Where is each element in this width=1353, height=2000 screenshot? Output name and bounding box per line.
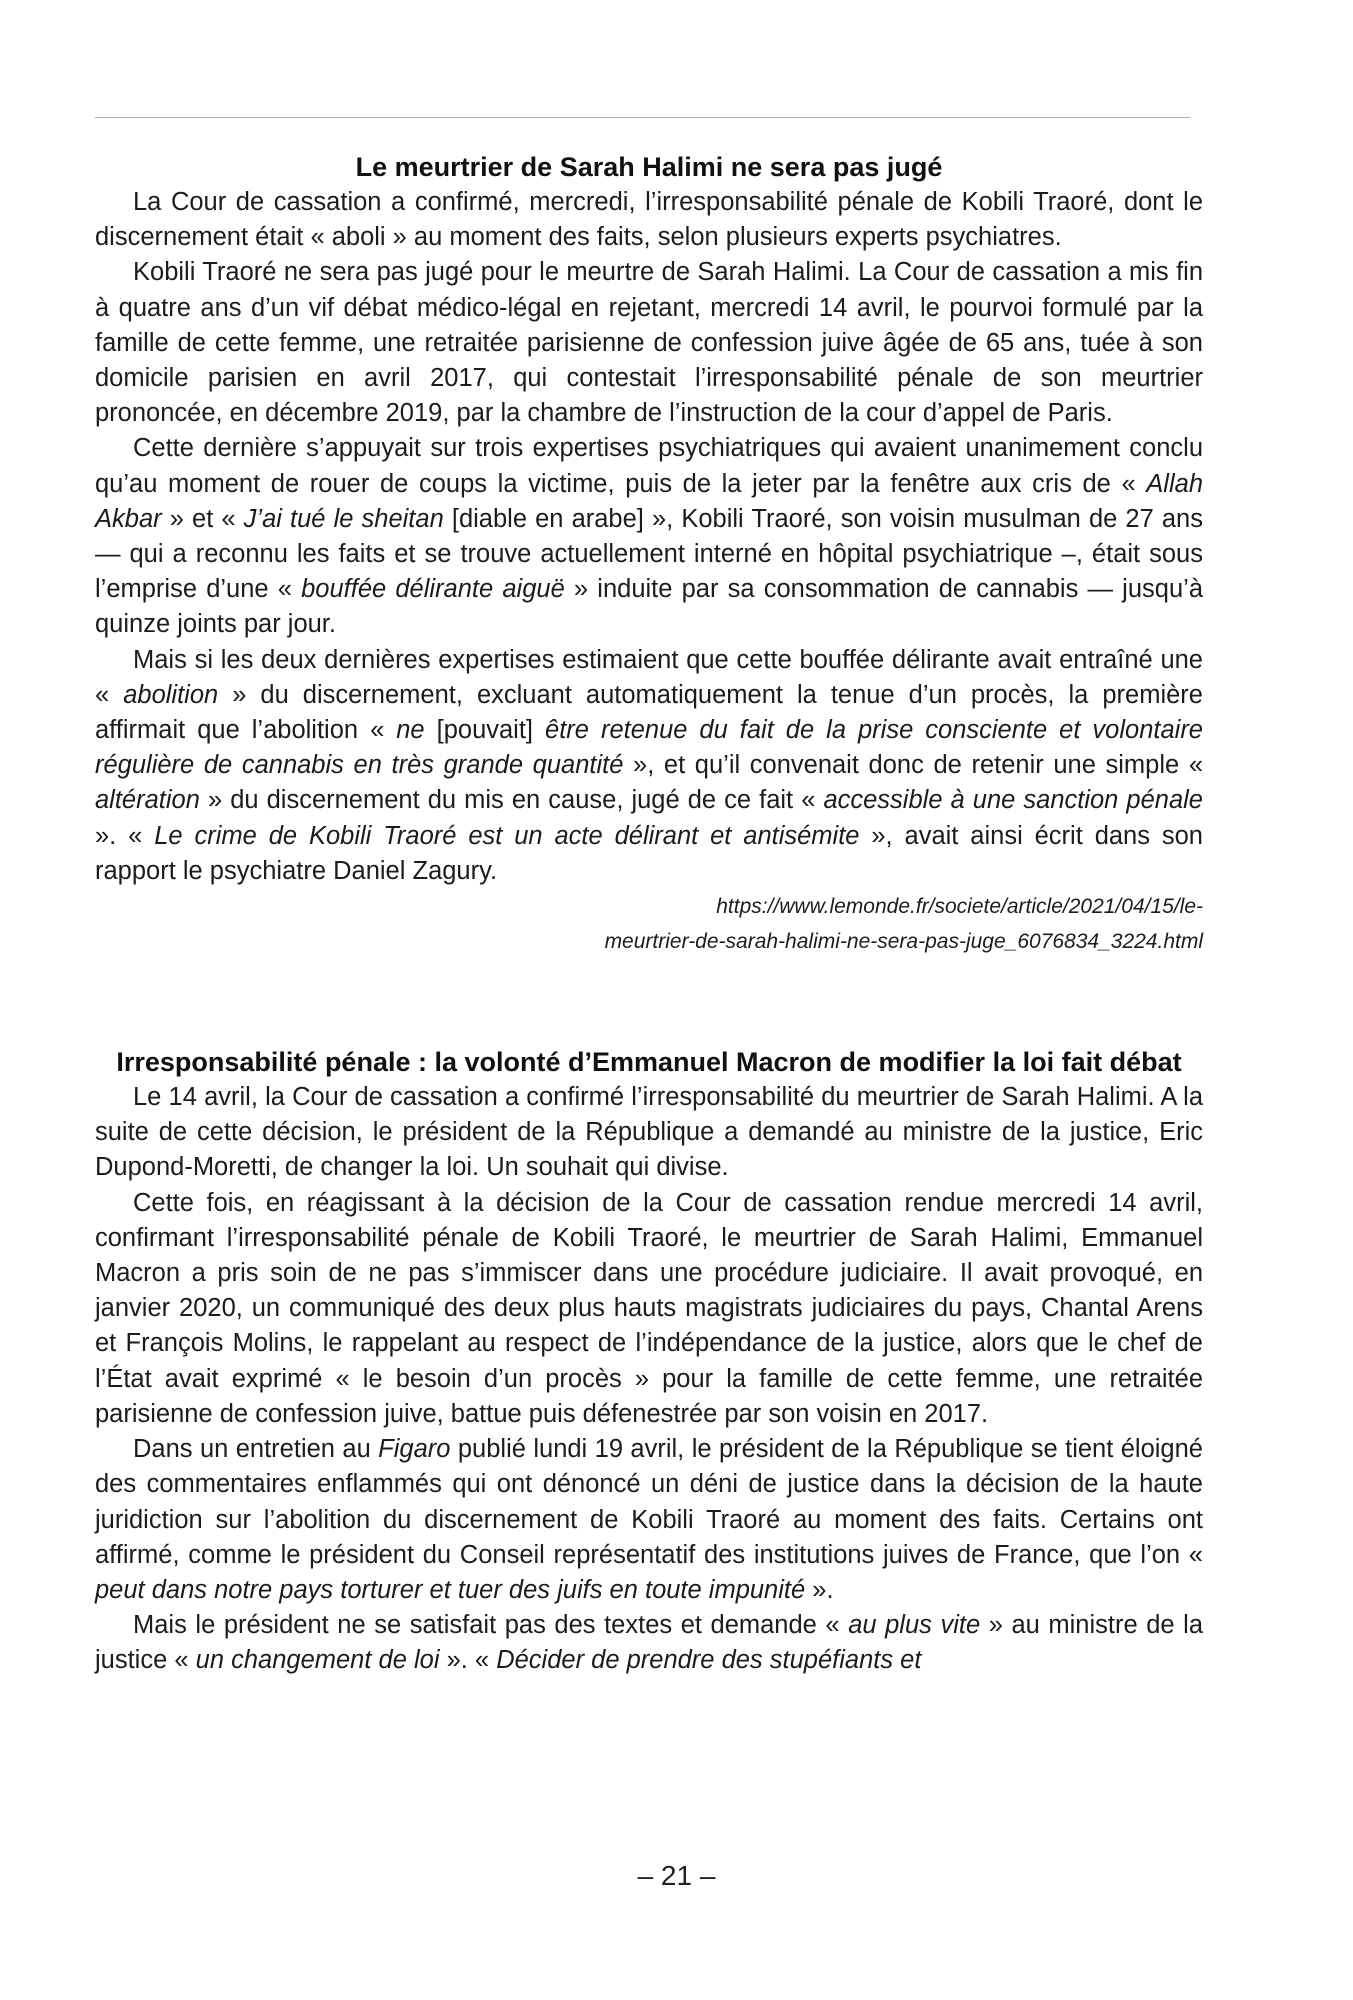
article2-paragraph-3: Mais le président ne se satisfait pas des textes et demande « au plus vite » au ministre de la justice « un changement de loi ». « Décider de prendre des stupéfiants et — [95, 1611, 1204, 1675]
section-gap — [95, 959, 1203, 1045]
page-content — [95, 150, 1203, 1679]
article1-paragraph-1: Kobili Traoré ne sera pas jugé pour le meurtre de Sarah Halimi. La Cour de cassation a mis fin à quatre ans d’un vif débat médico-légal en rejetant, mercredi 14 avril, le pourvoi formulé par la famille de cette femme, une retraitée parisienne de confession juive âgée de 65 ans, tuée à son domicile parisien en avril 2017, qui contestait l’irresponsabilité pénale de son meurtrier prononcée, en décembre 2019, par la chambre de l’instruction de la cour d’appel de Paris. — [95, 258, 1203, 428]
article1-source-url[interactable] — [95, 889, 1203, 959]
article1-paragraph-2: Cette dernière s’appuyait sur trois expertises psychiatriques qui avaient unanimement conclu qu’au moment de rouer de coups la victime, puis de la jeter par la fenêtre aux cris de « Allah Akbar » et « J’ai tué le sheitan [diable en arabe] », Kobili Traoré, son voisin musulman de 27 ans — qui a reconnu les faits et se trouve actuellement interné en hôpital psychiatrique –, était sous l’emprise d’une « bouffée délirante aiguë » induite par sa consommation de cannabis — jusqu’à quinze joints par jour. — [95, 434, 1203, 639]
article1-title: Le meurtrier de Sarah Halimi ne sera pas jugé — [355, 152, 943, 182]
article2-lead: Le 14 avril, la Cour de cassation a confirmé l’irresponsabilité du meurtrier de Sarah Halimi. A la suite de cette décision, le président de la République a demandé au ministre de la justice, Eric Dupond-Moretti, de changer la loi. Un souhait qui divise. — [95, 1083, 1203, 1182]
top-rule — [95, 117, 1190, 118]
article2-paragraph-1: Cette fois, en réagissant à la décision de la Cour de cassation rendue mercredi 14 avril, confirmant l’irresponsabilité pénale de Kobili Traoré, le meurtrier de Sarah Halimi, Emmanuel Macron a pris soin de ne pas s’immiscer dans une procédure judiciaire. Il avait provoqué, en janvier 2020, un communiqué des deux plus hauts magistrats judiciaires du pays, Chantal Arens et François Molins, le rappelant au respect de l’indépendance de la justice, alors que le chef de l’État avait exprimé « le besoin d’un procès » pour la famille de cette femme, une retraitée parisienne de confession juive, battue puis défenestrée par son voisin en 2017. — [95, 1188, 1203, 1428]
article2-paragraph-2: Dans un entretien au Figaro publié lundi 19 avril, le président de la République se tient éloigné des commentaires enflammés qui ont dénoncé un déni de justice dans la décision de la haute juridiction sur l’abolition du discernement de Kobili Traoré au moment des faits. Certains ont affirmé, comme le président du Conseil représentatif des institutions juives de France, que l’on « peut dans notre pays torturer et tuer des juifs en toute impunité ». — [95, 1435, 1203, 1604]
page-number: – 21 – — [637, 1860, 716, 1891]
article1-lead: La Cour de cassation a confirmé, mercredi, l’irresponsabilité pénale de Kobili Traoré, dont le discernement était « aboli » au moment des faits, selon plusieurs experts psychiatres. — [95, 188, 1203, 252]
source-url-line-1: https://www.lemonde.fr/societe/article/2021/04/15/le- — [716, 895, 1203, 919]
article2-title: Irresponsabilité pénale : la volonté d’Emmanuel Macron de modifier la loi fait débat — [116, 1047, 1182, 1078]
source-url-line-2: meurtrier-de-sarah-halimi-ne-sera-pas-juge_6076834_3224.html — [604, 930, 1203, 954]
article1-paragraph-3: Mais si les deux dernières expertises estimaient que cette bouffée délirante avait entraîné une « abolition » du discernement, excluant automatiquement la tenue d’un procès, la première affirmait que l’abolition « ne [pouvait] être retenue du fait de la prise consciente et volontaire régulière de cannabis en très grande quantité », et qu’il convenait donc de retenir une simple « altération » du discernement du mis en cause, jugé de ce fait « accessible à une sanction pénale ». « Le crime de Kobili Traoré est un acte délirant et antisémite », avait ainsi écrit dans son rapport le psychiatre Daniel Zagury. — [95, 645, 1203, 885]
